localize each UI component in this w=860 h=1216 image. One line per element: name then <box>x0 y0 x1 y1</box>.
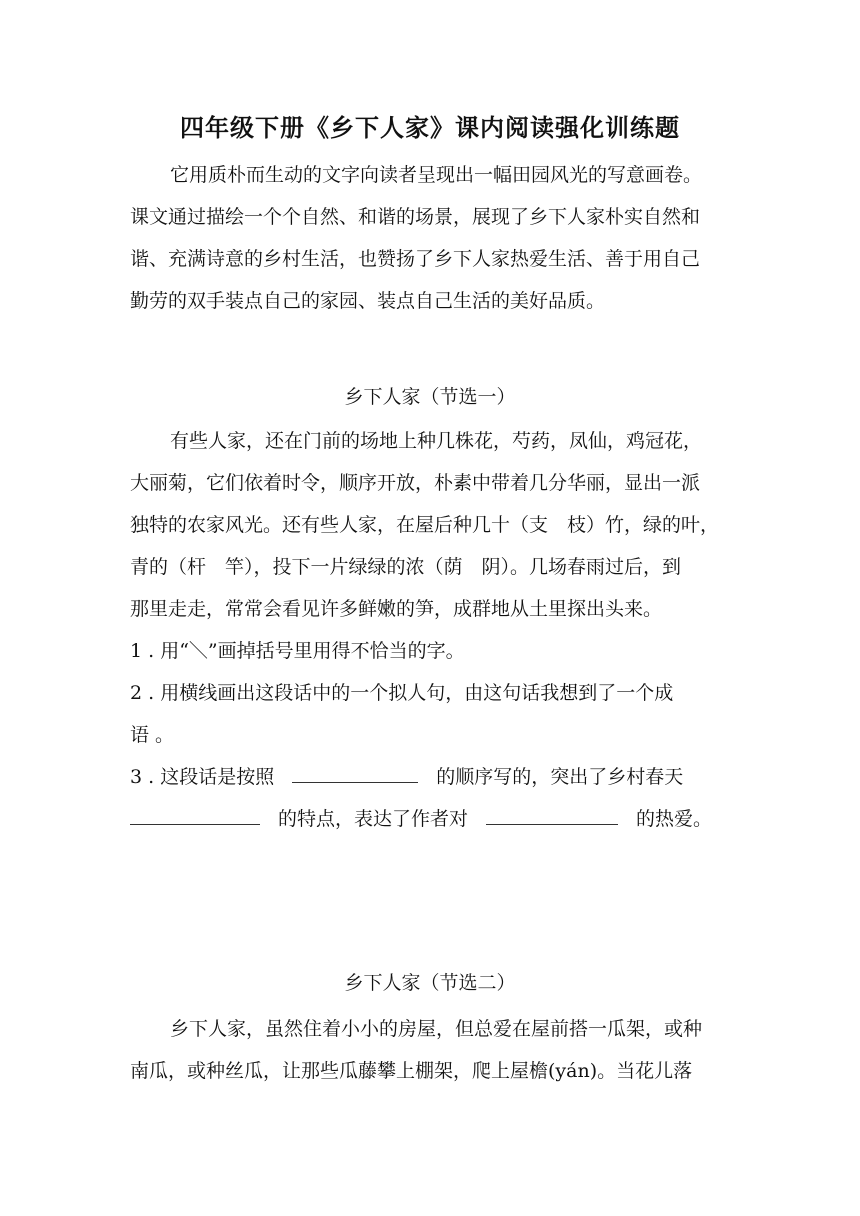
page-title: 四年级下册《乡下人家》课内阅读强化训练题 <box>180 113 680 142</box>
intro-paragraph <box>130 154 735 322</box>
section1-paragraph <box>130 420 735 840</box>
question-2-line2: 语 。 <box>130 724 175 746</box>
answer-blank-order[interactable] <box>292 758 418 783</box>
section2-line: 南瓜，或种丝瓜，让那些瓜藤攀上棚架，爬上屋檐(yán)。当花儿落 <box>130 1060 693 1082</box>
answer-blank-feature[interactable] <box>130 800 260 825</box>
section2-line: 乡下人家，虽然住着小小的房屋，但总爱在屋前搭一瓜架，或种 <box>170 1018 703 1040</box>
section2-paragraph <box>130 1008 735 1092</box>
answer-blank-love[interactable] <box>486 800 618 825</box>
section1-line: 独特的农家风光。还有些人家，在屋后种几十（支 枝）竹，绿的叶， <box>130 514 720 536</box>
section1-line: 那里走走，常常会看见许多鲜嫩的笋，成群地从土里探出头来。 <box>130 598 663 620</box>
intro-line: 勤劳的双手装点自己的家园、装点自己生活的美好品质。 <box>130 290 606 312</box>
section1-line: 有些人家，还在门前的场地上种几株花，芍药，凤仙，鸡冠花， <box>170 430 703 452</box>
question-3-line2 <box>130 798 735 840</box>
question-3-text: 的热爱。 <box>636 808 713 830</box>
section2-heading: 乡下人家（节选二） <box>344 972 516 994</box>
question-3-line1 <box>130 756 735 798</box>
intro-line: 课文通过描绘一个个自然、和谐的场景，展现了乡下人家朴实自然和 <box>130 206 701 228</box>
section1-heading: 乡下人家（节选一） <box>344 386 516 408</box>
section1-line: 大丽菊，它们依着时令，顺序开放，朴素中带着几分华丽，显出一派 <box>130 472 701 494</box>
section1-line: 青的（杆 竿），投下一片绿绿的浓（荫 阴）。几场春雨过后，到 <box>130 556 682 578</box>
question-2-line1: 2 . 用横线画出这段话中的一个拟人句，由这句话我想到了一个成 <box>130 682 674 704</box>
intro-line: 它用质朴而生动的文字向读者呈现出一幅田园风光的写意画卷。 <box>170 164 703 186</box>
question-1: 1 . 用“＼”画掉括号里用得不恰当的字。 <box>130 640 465 662</box>
question-3-text: 的顺序写的，突出了乡村春天 <box>436 766 684 788</box>
intro-line: 谐、充满诗意的乡村生活，也赞扬了乡下人家热爱生活、善于用自己 <box>130 248 701 270</box>
question-3-text: 的特点，表达了作者对 <box>278 808 469 830</box>
question-3-text: 3 . 这段话是按照 <box>130 766 275 788</box>
